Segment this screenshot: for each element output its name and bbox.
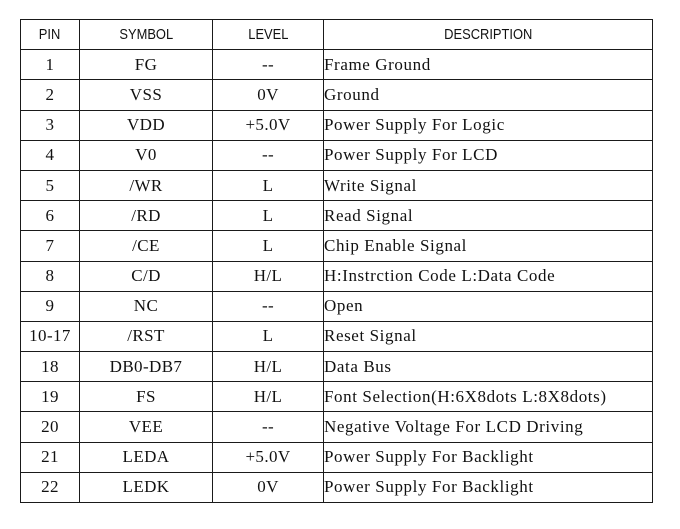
description-cell: Write Signal [324, 170, 653, 200]
table-row [21, 201, 653, 231]
symbol-cell: FG [80, 50, 213, 80]
pin-cell: 22 [21, 472, 80, 502]
pin-cell: 6 [21, 201, 80, 231]
level-cell: +5.0V [213, 110, 324, 140]
description-cell: Frame Ground [324, 50, 653, 80]
description-cell: Ground [324, 80, 653, 110]
level-cell: H/L [213, 382, 324, 412]
level-cell: -- [213, 140, 324, 170]
pin-cell: 2 [21, 80, 80, 110]
level-cell: -- [213, 291, 324, 321]
symbol-cell: LEDA [80, 442, 213, 472]
description-cell: Power Supply For Logic [324, 110, 653, 140]
description-cell: Power Supply For Backlight [324, 472, 653, 502]
level-cell: -- [213, 412, 324, 442]
level-cell: +5.0V [213, 442, 324, 472]
pin-cell: 5 [21, 170, 80, 200]
level-cell: L [213, 201, 324, 231]
table-body [21, 50, 653, 503]
symbol-cell: VEE [80, 412, 213, 442]
table-row [21, 261, 653, 291]
symbol-cell: LEDK [80, 472, 213, 502]
description-cell: Negative Voltage For LCD Driving [324, 412, 653, 442]
pin-cell: 18 [21, 352, 80, 382]
level-cell: H/L [213, 352, 324, 382]
description-cell: Power Supply For Backlight [324, 442, 653, 472]
header-symbol: SYMBOL [80, 20, 213, 50]
description-cell: Chip Enable Signal [324, 231, 653, 261]
table-row [21, 442, 653, 472]
symbol-cell: V0 [80, 140, 213, 170]
pin-cell: 9 [21, 291, 80, 321]
level-cell: L [213, 321, 324, 351]
pin-cell: 10-17 [21, 321, 80, 351]
symbol-cell: /WR [80, 170, 213, 200]
header-pin: PIN [21, 20, 80, 50]
pin-cell: 1 [21, 50, 80, 80]
table-row [21, 50, 653, 80]
table-row [21, 231, 653, 261]
pin-cell: 7 [21, 231, 80, 261]
header-level: LEVEL [213, 20, 324, 50]
symbol-cell: VSS [80, 80, 213, 110]
table-row [21, 80, 653, 110]
level-cell: H/L [213, 261, 324, 291]
table-row [21, 140, 653, 170]
table-row [21, 321, 653, 351]
symbol-cell: C/D [80, 261, 213, 291]
description-cell: Power Supply For LCD [324, 140, 653, 170]
description-cell: Reset Signal [324, 321, 653, 351]
level-cell: -- [213, 50, 324, 80]
description-cell: Read Signal [324, 201, 653, 231]
header-description: DESCRIPTION [324, 20, 653, 50]
table-row [21, 170, 653, 200]
table-row [21, 291, 653, 321]
level-cell: L [213, 170, 324, 200]
pin-cell: 20 [21, 412, 80, 442]
symbol-cell: FS [80, 382, 213, 412]
symbol-cell: NC [80, 291, 213, 321]
description-cell: Open [324, 291, 653, 321]
description-cell: Font Selection(H:6X8dots L:8X8dots) [324, 382, 653, 412]
pin-assignment-table [20, 19, 653, 503]
symbol-cell: VDD [80, 110, 213, 140]
table-row [21, 382, 653, 412]
symbol-cell: /RST [80, 321, 213, 351]
pin-cell: 3 [21, 110, 80, 140]
table-row [21, 110, 653, 140]
pin-cell: 8 [21, 261, 80, 291]
table-header-row [21, 20, 653, 50]
description-cell: Data Bus [324, 352, 653, 382]
table-row [21, 412, 653, 442]
description-cell: H:Instrction Code L:Data Code [324, 261, 653, 291]
pin-cell: 21 [21, 442, 80, 472]
symbol-cell: DB0-DB7 [80, 352, 213, 382]
pin-cell: 19 [21, 382, 80, 412]
symbol-cell: /RD [80, 201, 213, 231]
level-cell: 0V [213, 472, 324, 502]
level-cell: 0V [213, 80, 324, 110]
level-cell: L [213, 231, 324, 261]
symbol-cell: /CE [80, 231, 213, 261]
table-row [21, 352, 653, 382]
table-row [21, 472, 653, 502]
pin-cell: 4 [21, 140, 80, 170]
